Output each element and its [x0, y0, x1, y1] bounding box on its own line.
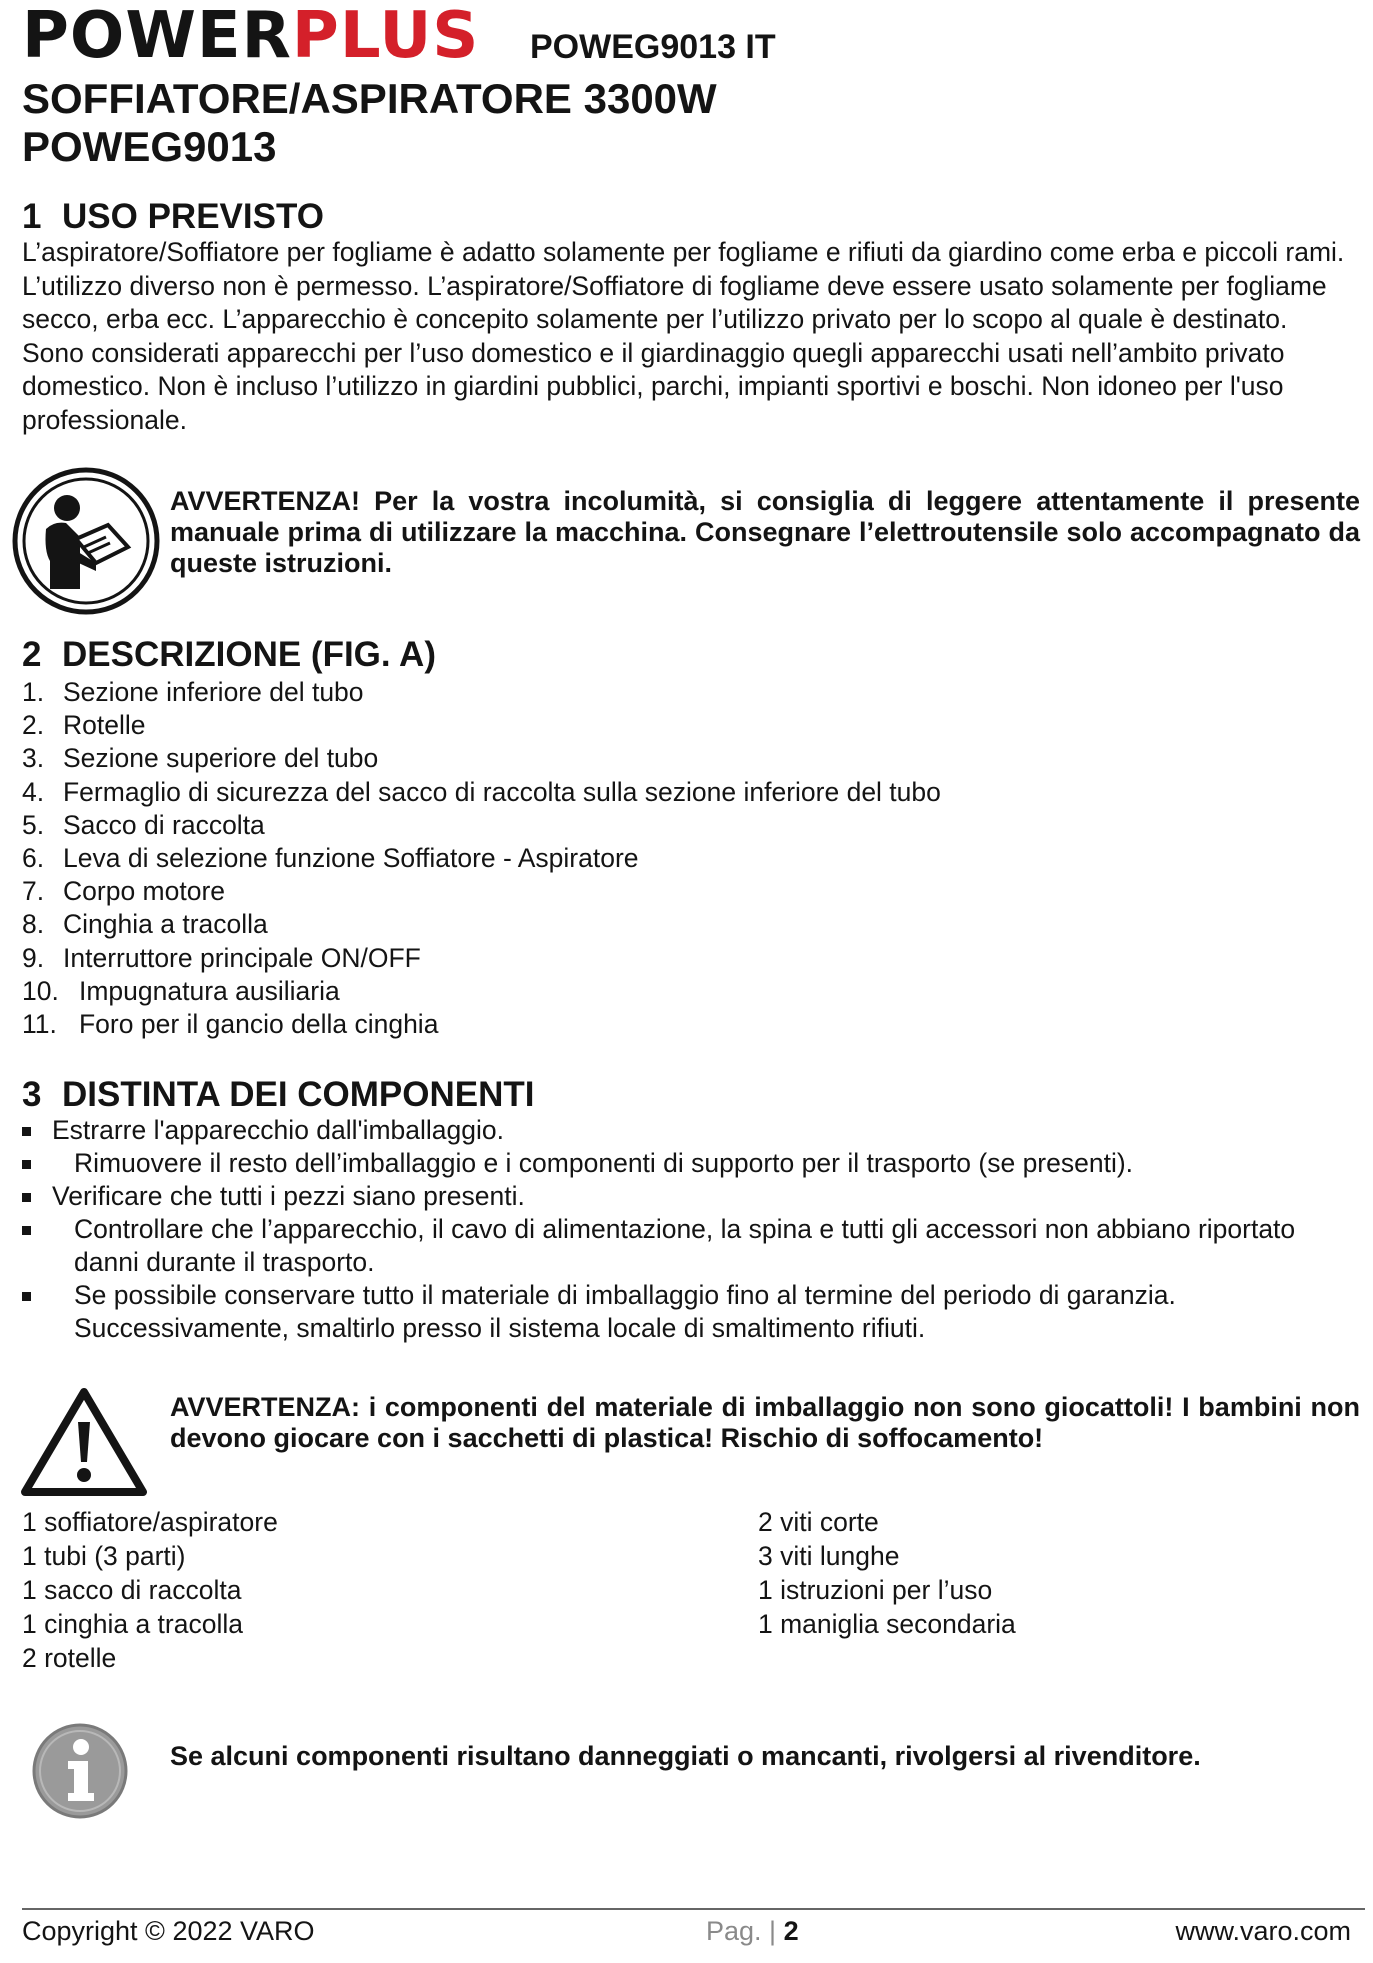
- section-1-number: 1: [22, 197, 42, 236]
- list-item: Controllare che l’apparecchio, il cavo di alimentazione, la spina e tutti gli accessori non abbiano riportato danni durante il trasporto.: [22, 1213, 1342, 1279]
- list-item: Rimuovere il resto dell’imballaggio e i componenti di supporto per il trasporto (se presenti).: [22, 1147, 1342, 1180]
- list-item: Se possibile conservare tutto il materiale di imballaggio fino al termine del periodo di garanzia. Successivamente, smaltirlo presso il sistema locale di smaltimento rifiuti.: [22, 1279, 1342, 1345]
- brand-logo: [22, 0, 480, 73]
- page-label: Pag. |: [706, 1916, 777, 1946]
- list-item: 5. Sacco di raccolta: [22, 809, 265, 840]
- footer-website[interactable]: www.varo.com: [1175, 1916, 1351, 1946]
- list-item: 9. Interruttore principale ON/OFF: [22, 942, 421, 973]
- section-1-title: USO PREVISTO: [62, 197, 324, 236]
- list-item: 2. Rotelle: [22, 710, 146, 741]
- list-item: 1 tubi (3 parti): [22, 1541, 186, 1571]
- unpacking-list: [22, 1114, 1342, 1345]
- description-list: [22, 676, 1322, 1041]
- safety-warning-text: [170, 486, 1360, 579]
- list-item: 8. Cinghia a tracolla: [22, 909, 268, 940]
- footer-divider: [22, 1908, 1365, 1910]
- section-2-number: 2: [22, 635, 42, 674]
- list-item: 3 viti lunghe: [758, 1541, 900, 1571]
- list-item: Estrarre l'apparecchio dall'imballaggio.: [22, 1114, 1342, 1147]
- intended-use-paragraph: L’aspiratore/Soffiatore per fogliame è adatto solamente per fogliame e rifiuti da giardino come erba e piccoli rami. L’utilizzo diverso non è permesso. L’aspiratore/Soffiatore di fogliame deve essere usato solamente per fogliame secco, erba ecc. L’apparecchio è concepito solamente per l’utilizzo privato per lo scopo al quale è destinato. Sono considerati apparecchi per l’uso domestico e il giardinaggio quegli apparecchi usati nell’ambito privato domestico. Non è incluso l’utilizzo in giardini pubblici, parchi, impianti sportivi e boschi. Non idoneo per l'uso professionale.: [22, 237, 1345, 435]
- page-number: 2: [783, 1916, 799, 1946]
- contents-list-right: [758, 1505, 1016, 1641]
- warning-triangle-icon: [20, 1386, 148, 1498]
- section-2-title: DESCRIZIONE (FIG. A): [62, 635, 436, 674]
- list-item: 1 maniglia secondaria: [758, 1609, 1016, 1639]
- contents-list-left: [22, 1505, 278, 1675]
- footer-page-number: [706, 1918, 799, 1945]
- section-3-heading: [22, 1077, 535, 1112]
- footer-copyright: Copyright © 2022 VARO: [22, 1916, 315, 1946]
- list-item: 10. Impugnatura ausiliaria: [22, 975, 340, 1006]
- list-item: 1 soffiatore/aspiratore: [22, 1507, 278, 1537]
- list-item: 1. Sezione inferiore del tubo: [22, 677, 364, 707]
- info-note-text: Se alcuni componenti risultano danneggiati o mancanti, rivolgersi al rivenditore.: [170, 1741, 1201, 1771]
- read-manual-icon: [10, 465, 162, 617]
- list-item: 1 sacco di raccolta: [22, 1575, 242, 1605]
- list-item: 1 istruzioni per l’uso: [758, 1575, 993, 1605]
- section-2-heading: [22, 637, 436, 672]
- list-item: 3. Sezione superiore del tubo: [22, 743, 379, 774]
- list-item: 2 rotelle: [22, 1643, 117, 1673]
- brand-logo-plus: PLUS: [291, 0, 480, 73]
- section-1-heading: [22, 199, 324, 234]
- section-3-number: 3: [22, 1075, 42, 1114]
- list-item: 1 cinghia a tracolla: [22, 1609, 243, 1639]
- list-item: 7. Corpo motore: [22, 876, 226, 907]
- list-item: 2 viti corte: [758, 1507, 879, 1537]
- list-item: 11. Foro per il gancio della cinghia: [22, 1008, 439, 1039]
- brand-logo-power: POWER: [22, 0, 292, 73]
- model-language-tag: POWEG9013 IT: [530, 28, 776, 66]
- safety-warning-paragraph: AVVERTENZA! Per la vostra incolumità, si consiglia di leggere attentamente il presente manuale prima di utilizzare la macchina. Consegnare l’elettroutensile solo accompagnato da queste istruzioni.: [170, 486, 1360, 578]
- document-model: POWEG9013: [22, 123, 277, 170]
- packaging-warning-text: [170, 1392, 1360, 1454]
- info-icon: [30, 1721, 130, 1821]
- document-title: SOFFIATORE/ASPIRATORE 3300W: [22, 75, 717, 122]
- packaging-warning-paragraph: AVVERTENZA: i componenti del materiale di imballaggio non sono giocattoli! I bambini non devono giocare con i sacchetti di plastica! Rischio di soffocamento!: [170, 1392, 1360, 1453]
- list-item: 4. Fermaglio di sicurezza del sacco di raccolta sulla sezione inferiore del tubo: [22, 776, 941, 807]
- list-item: Verificare che tutti i pezzi siano presenti.: [22, 1180, 1342, 1213]
- section-1-body: [22, 236, 1352, 437]
- list-item: 6. Leva di selezione funzione Soffiatore - Aspiratore: [22, 842, 639, 873]
- section-3-title: DISTINTA DEI COMPONENTI: [62, 1075, 535, 1114]
